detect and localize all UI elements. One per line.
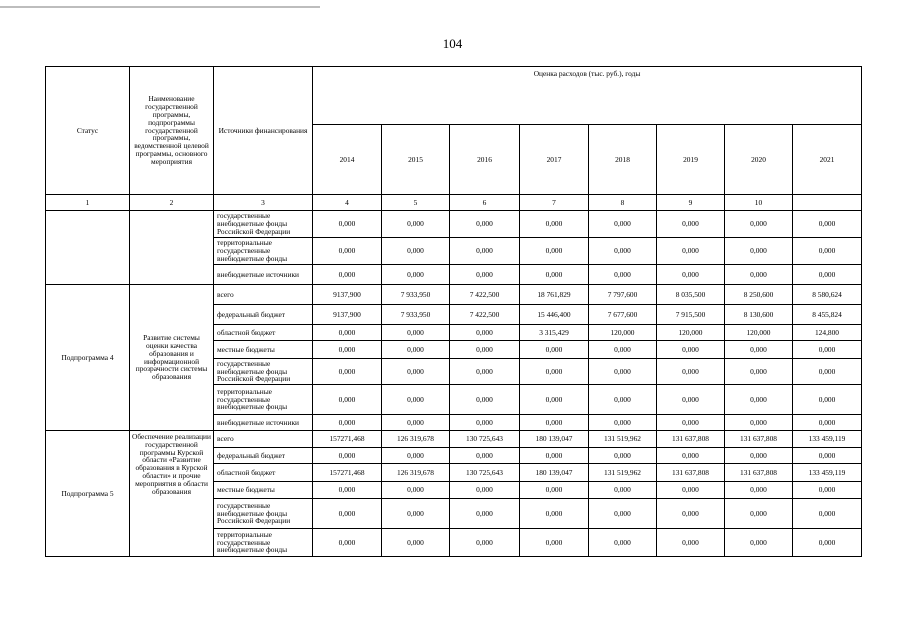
amount-cell: 0,000: [589, 238, 657, 265]
header-status: Статус: [46, 67, 130, 195]
amount-cell: 0,000: [382, 482, 450, 499]
amount-cell: 0,000: [725, 529, 793, 557]
amount-cell: 0,000: [450, 385, 520, 415]
amount-cell: 0,000: [589, 385, 657, 415]
year-header: 2018: [589, 125, 657, 195]
amount-cell: 0,000: [657, 499, 725, 529]
amount-cell: 0,000: [657, 529, 725, 557]
year-header: 2020: [725, 125, 793, 195]
amount-cell: 0,000: [520, 359, 589, 385]
year-header: 2019: [657, 125, 725, 195]
funding-source: территориальные государственные внебюджетные фонды: [214, 529, 313, 557]
amount-cell: 0,000: [520, 238, 589, 265]
amount-cell: 0,000: [520, 415, 589, 431]
amount-cell: 0,000: [450, 482, 520, 499]
amount-cell: 0,000: [313, 325, 382, 341]
column-number-row: [46, 195, 862, 211]
amount-cell: 0,000: [793, 238, 862, 265]
amount-cell: 0,000: [657, 415, 725, 431]
year-header: 2017: [520, 125, 589, 195]
amount-cell: 131 519,962: [589, 464, 657, 482]
amount-cell: 0,000: [725, 385, 793, 415]
amount-cell: 9137,900: [313, 305, 382, 325]
amount-cell: 7 933,950: [382, 285, 450, 305]
amount-cell: 131 637,808: [725, 464, 793, 482]
amount-cell: 126 319,678: [382, 431, 450, 448]
amount-cell: 133 459,119: [793, 431, 862, 448]
amount-cell: 0,000: [313, 415, 382, 431]
column-number: 2: [130, 195, 214, 211]
group-name: Обеспечение реализации государственной программы Курской области «Развитие образования в Курской области» и прочие мероприятия в области образования: [130, 431, 214, 557]
group-name: [130, 211, 214, 285]
amount-cell: 0,000: [725, 211, 793, 238]
amount-cell: 131 637,808: [657, 431, 725, 448]
amount-cell: 0,000: [382, 499, 450, 529]
page-number: 104: [442, 36, 463, 51]
amount-cell: 7 422,500: [450, 305, 520, 325]
table-row: [46, 211, 862, 238]
header-sources: Источники финансирования: [214, 67, 313, 195]
amount-cell: 0,000: [313, 341, 382, 359]
amount-cell: 7 677,600: [589, 305, 657, 325]
funding-source: местные бюджеты: [214, 482, 313, 499]
amount-cell: 0,000: [725, 448, 793, 464]
amount-cell: 0,000: [793, 211, 862, 238]
amount-cell: 120,000: [725, 325, 793, 341]
amount-cell: 8 250,600: [725, 285, 793, 305]
header-name: Наименование государственной программы, подпрограммы государственной программы, ведомственной целевой программы, основного мероприятия: [130, 67, 214, 195]
amount-cell: 0,000: [450, 359, 520, 385]
amount-cell: 0,000: [793, 448, 862, 464]
budget-table: [45, 66, 862, 557]
year-header: 2016: [450, 125, 520, 195]
amount-cell: 7 422,500: [450, 285, 520, 305]
amount-cell: 0,000: [793, 482, 862, 499]
amount-cell: 0,000: [793, 499, 862, 529]
table-row: [46, 431, 862, 448]
funding-source: государственные внебюджетные фонды Российской Федерации: [214, 359, 313, 385]
group-status: [46, 211, 130, 285]
amount-cell: 0,000: [589, 448, 657, 464]
amount-cell: 0,000: [450, 529, 520, 557]
year-header: 2014: [313, 125, 382, 195]
amount-cell: 0,000: [657, 265, 725, 285]
amount-cell: 15 446,400: [520, 305, 589, 325]
column-number: 6: [450, 195, 520, 211]
funding-source: федеральный бюджет: [214, 448, 313, 464]
amount-cell: 0,000: [313, 499, 382, 529]
funding-source: всего: [214, 285, 313, 305]
amount-cell: 126 319,678: [382, 464, 450, 482]
amount-cell: 0,000: [520, 482, 589, 499]
amount-cell: 8 580,624: [793, 285, 862, 305]
amount-cell: 0,000: [450, 415, 520, 431]
amount-cell: 157271,468: [313, 464, 382, 482]
amount-cell: 0,000: [382, 385, 450, 415]
amount-cell: 0,000: [657, 238, 725, 265]
amount-cell: 8 130,600: [725, 305, 793, 325]
amount-cell: 0,000: [450, 325, 520, 341]
amount-cell: 0,000: [793, 529, 862, 557]
amount-cell: 0,000: [725, 359, 793, 385]
table-row: [46, 285, 862, 305]
amount-cell: 8 035,500: [657, 285, 725, 305]
funding-source: государственные внебюджетные фонды Российской Федерации: [214, 499, 313, 529]
amount-cell: 120,000: [657, 325, 725, 341]
group-name: Развитие системы оценки качества образования и информационной прозрачности системы образования: [130, 285, 214, 431]
amount-cell: 133 459,119: [793, 464, 862, 482]
year-header: 2021: [793, 125, 862, 195]
amount-cell: 0,000: [725, 238, 793, 265]
amount-cell: 0,000: [589, 341, 657, 359]
amount-cell: 7 933,950: [382, 305, 450, 325]
funding-source: областной бюджет: [214, 464, 313, 482]
amount-cell: 0,000: [589, 211, 657, 238]
funding-source: территориальные государственные внебюджетные фонды: [214, 238, 313, 265]
amount-cell: 0,000: [313, 448, 382, 464]
amount-cell: 0,000: [793, 385, 862, 415]
amount-cell: 131 637,808: [725, 431, 793, 448]
amount-cell: 0,000: [382, 238, 450, 265]
amount-cell: 0,000: [520, 499, 589, 529]
funding-source: местные бюджеты: [214, 341, 313, 359]
amount-cell: 0,000: [450, 341, 520, 359]
amount-cell: 0,000: [589, 359, 657, 385]
funding-source: всего: [214, 431, 313, 448]
column-number: 10: [725, 195, 793, 211]
amount-cell: 120,000: [589, 325, 657, 341]
amount-cell: 0,000: [589, 265, 657, 285]
amount-cell: 157271,468: [313, 431, 382, 448]
amount-cell: 0,000: [313, 359, 382, 385]
amount-cell: 0,000: [589, 415, 657, 431]
amount-cell: 0,000: [382, 415, 450, 431]
amount-cell: 0,000: [382, 529, 450, 557]
amount-cell: 0,000: [313, 385, 382, 415]
column-number: 7: [520, 195, 589, 211]
amount-cell: 0,000: [793, 265, 862, 285]
column-number: 5: [382, 195, 450, 211]
amount-cell: 0,000: [313, 482, 382, 499]
column-number: 1: [46, 195, 130, 211]
funding-source: федеральный бюджет: [214, 305, 313, 325]
amount-cell: 0,000: [450, 499, 520, 529]
amount-cell: 0,000: [657, 341, 725, 359]
amount-cell: 0,000: [520, 211, 589, 238]
amount-cell: 0,000: [382, 265, 450, 285]
funding-source: внебюджетные источники: [214, 265, 313, 285]
amount-cell: 180 139,047: [520, 431, 589, 448]
amount-cell: 0,000: [793, 359, 862, 385]
header-row-top: [46, 67, 862, 125]
amount-cell: 3 315,429: [520, 325, 589, 341]
amount-cell: 18 761,829: [520, 285, 589, 305]
column-number: 3: [214, 195, 313, 211]
amount-cell: 0,000: [793, 415, 862, 431]
amount-cell: 180 139,047: [520, 464, 589, 482]
amount-cell: 0,000: [520, 448, 589, 464]
group-status: Подпрограмма 5: [46, 431, 130, 557]
column-number: 9: [657, 195, 725, 211]
amount-cell: 7 915,500: [657, 305, 725, 325]
header-estimate: Оценка расходов (тыс. руб.), годы: [313, 67, 862, 125]
amount-cell: 0,000: [382, 448, 450, 464]
amount-cell: 0,000: [520, 341, 589, 359]
amount-cell: 0,000: [382, 341, 450, 359]
amount-cell: 0,000: [313, 211, 382, 238]
amount-cell: 8 455,824: [793, 305, 862, 325]
amount-cell: 0,000: [450, 448, 520, 464]
year-header: 2015: [382, 125, 450, 195]
amount-cell: 0,000: [725, 482, 793, 499]
amount-cell: 0,000: [520, 529, 589, 557]
amount-cell: 0,000: [450, 265, 520, 285]
amount-cell: 0,000: [313, 529, 382, 557]
amount-cell: 0,000: [793, 341, 862, 359]
amount-cell: 0,000: [382, 325, 450, 341]
funding-source: территориальные государственные внебюджетные фонды: [214, 385, 313, 415]
amount-cell: 0,000: [657, 359, 725, 385]
amount-cell: 0,000: [725, 341, 793, 359]
amount-cell: 0,000: [725, 499, 793, 529]
amount-cell: 0,000: [450, 238, 520, 265]
column-number: 8: [589, 195, 657, 211]
scan-edge-line: [0, 6, 320, 8]
amount-cell: 0,000: [313, 238, 382, 265]
amount-cell: 0,000: [520, 265, 589, 285]
amount-cell: 0,000: [657, 448, 725, 464]
amount-cell: 0,000: [589, 499, 657, 529]
amount-cell: 0,000: [725, 415, 793, 431]
amount-cell: 0,000: [313, 265, 382, 285]
amount-cell: 7 797,600: [589, 285, 657, 305]
amount-cell: 0,000: [657, 211, 725, 238]
amount-cell: 0,000: [725, 265, 793, 285]
amount-cell: 124,800: [793, 325, 862, 341]
amount-cell: 0,000: [520, 385, 589, 415]
amount-cell: 0,000: [450, 211, 520, 238]
amount-cell: 0,000: [657, 482, 725, 499]
amount-cell: 0,000: [382, 211, 450, 238]
amount-cell: 0,000: [589, 529, 657, 557]
amount-cell: 130 725,643: [450, 431, 520, 448]
amount-cell: 130 725,643: [450, 464, 520, 482]
funding-source: областной бюджет: [214, 325, 313, 341]
funding-source: государственные внебюджетные фонды Российской Федерации: [214, 211, 313, 238]
amount-cell: 0,000: [382, 359, 450, 385]
amount-cell: 131 637,808: [657, 464, 725, 482]
funding-source: внебюджетные источники: [214, 415, 313, 431]
amount-cell: 9137,900: [313, 285, 382, 305]
amount-cell: 0,000: [589, 482, 657, 499]
column-number: [793, 195, 862, 211]
amount-cell: 131 519,962: [589, 431, 657, 448]
amount-cell: 0,000: [657, 385, 725, 415]
column-number: 4: [313, 195, 382, 211]
group-status: Подпрограмма 4: [46, 285, 130, 431]
